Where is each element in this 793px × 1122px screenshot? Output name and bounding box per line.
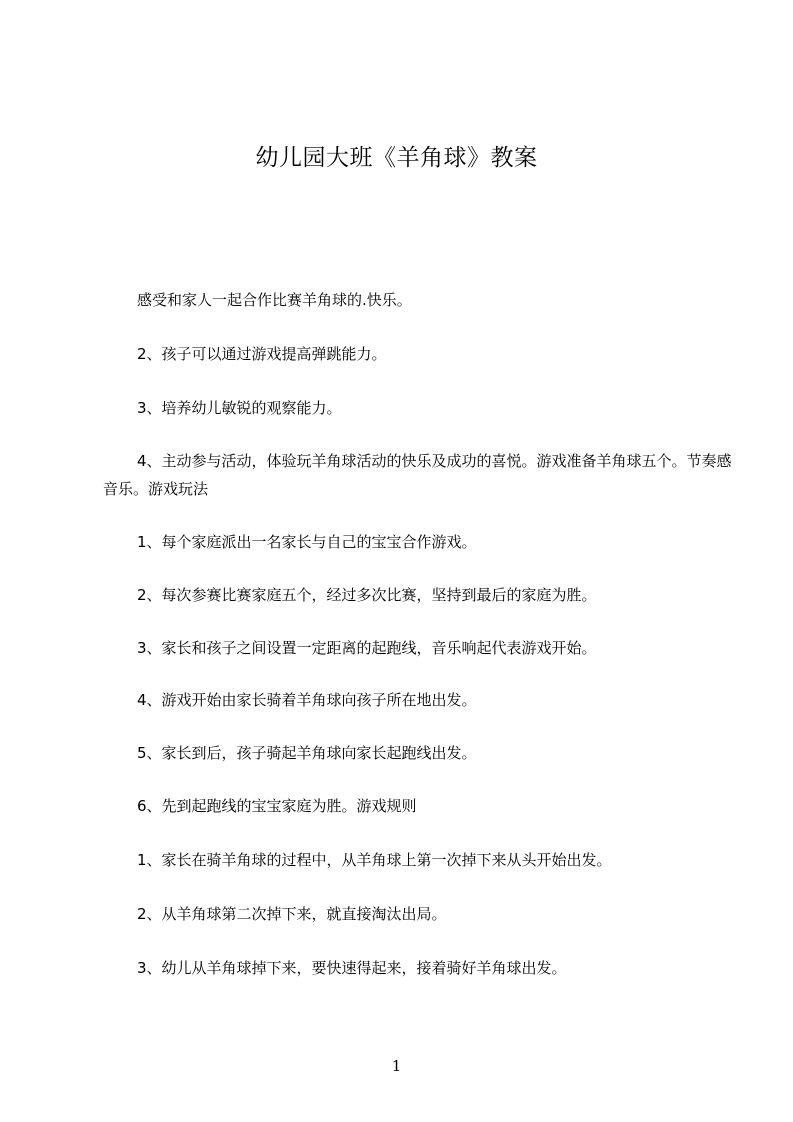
page-number: 1: [391, 1057, 402, 1075]
paragraph-4: 4、主动参与活动，体验玩羊角球活动的快乐及成功的喜悦。游戏准备羊角球五个。节奏感音乐。游戏玩法: [103, 452, 732, 498]
paragraph-9: 5、家长到后，孩子骑起羊角球向家长起跑线出发。: [137, 744, 477, 762]
paragraph-2: 2、孩子可以通过游戏提高弹跳能力。: [137, 345, 387, 363]
paragraph-6: 2、每次参赛比赛家庭五个，经过多次比赛，坚持到最后的家庭为胜。: [137, 586, 597, 604]
paragraph-1: 感受和家人一起合作比赛羊角球的.快乐。: [137, 291, 412, 309]
paragraph-12: 2、从羊角球第二次掉下来，就直接淘汰出局。: [137, 905, 447, 923]
document-title: 幼儿园大班《羊角球》教案: [255, 145, 538, 171]
paragraph-11: 1、家长在骑羊角球的过程中，从羊角球上第一次掉下来从头开始出发。: [137, 851, 612, 869]
paragraph-5: 1、每个家庭派出一名家长与自己的宝宝合作游戏。: [137, 533, 477, 551]
paragraph-13: 3、幼儿从羊角球掉下来，要快速得起来，接着骑好羊角球出发。: [137, 959, 567, 977]
paragraph-8: 4、游戏开始由家长骑着羊角球向孩子所在地出发。: [137, 691, 477, 709]
paragraph-3: 3、培养幼儿敏锐的观察能力。: [137, 399, 342, 417]
paragraph-7: 3、家长和孩子之间设置一定距离的起跑线，音乐响起代表游戏开始。: [137, 639, 597, 657]
paragraph-10: 6、先到起跑线的宝宝家庭为胜。游戏规则: [137, 797, 417, 815]
